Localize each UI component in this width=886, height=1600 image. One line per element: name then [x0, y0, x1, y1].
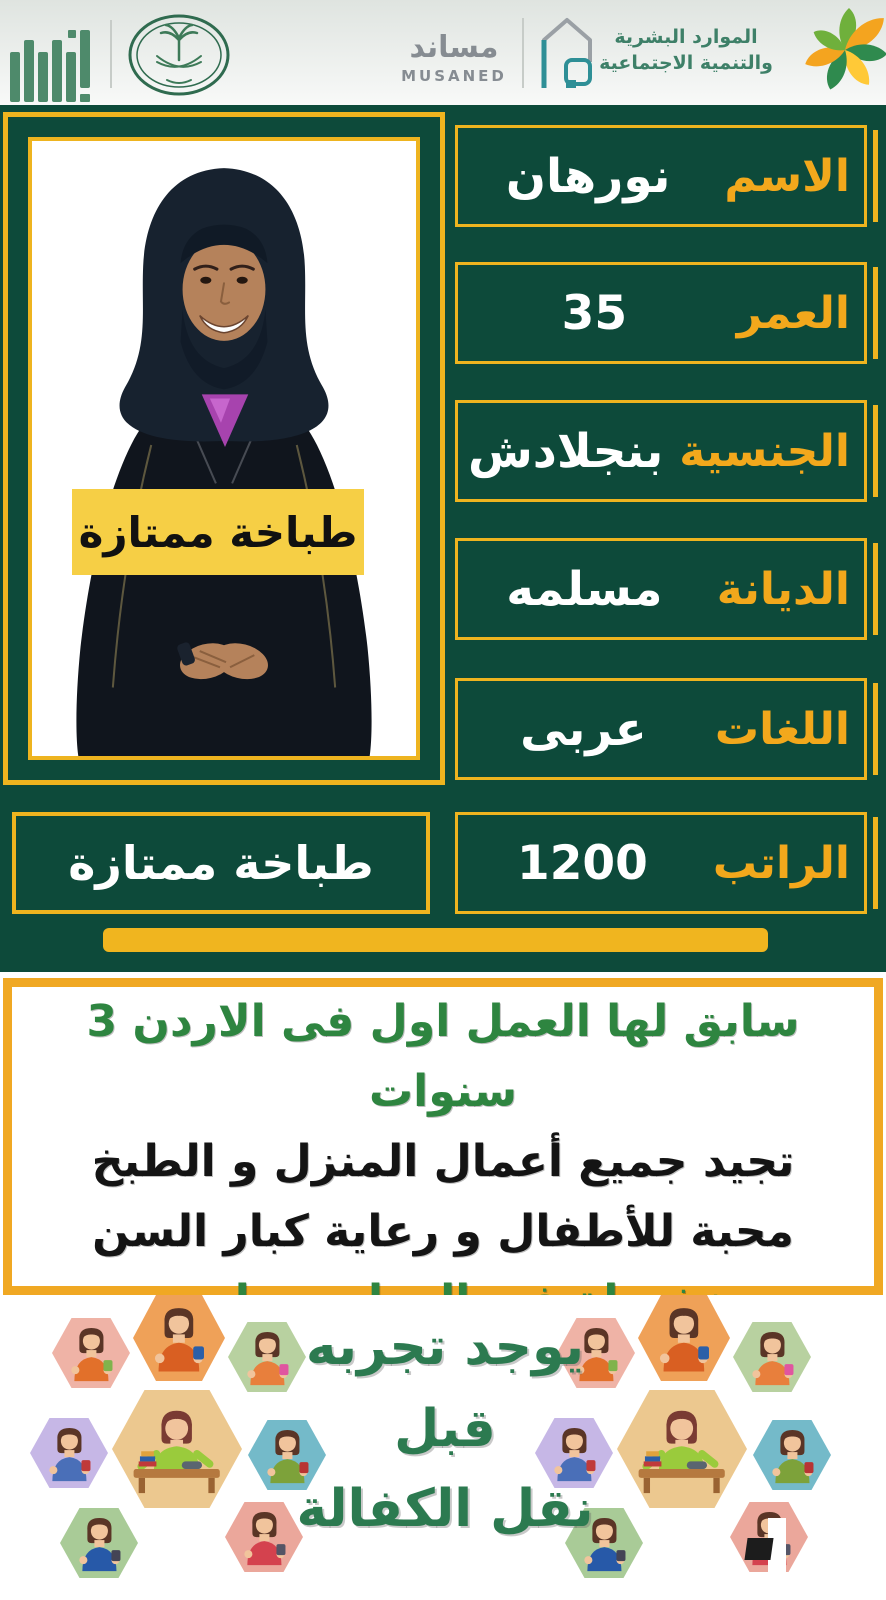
maid-hexagon-icon	[753, 1420, 831, 1490]
maid-hexagon-icon	[30, 1418, 108, 1488]
field-row-religion	[455, 538, 867, 640]
description-line: سابق لها العمل اول فى الاردن 3 سنوات	[86, 996, 800, 1117]
photo-frame	[3, 112, 445, 785]
watermark-mark	[744, 1538, 773, 1560]
hrsd-label-line1: الموارد البشرية	[614, 26, 758, 48]
field-value: مسلمه	[506, 561, 663, 617]
maid-hexagon-icon	[133, 1295, 225, 1381]
field-value: نورهان	[505, 148, 671, 204]
header-divider-2	[522, 18, 524, 88]
hrsd-starburst-icon	[793, 0, 886, 110]
ministry-of-interior-emblem-icon	[126, 12, 232, 102]
footer	[0, 1295, 886, 1600]
field-label: الراتب	[712, 837, 850, 889]
maid-ironing-hexagon-icon	[112, 1390, 242, 1508]
maid-hexagon-icon	[638, 1295, 730, 1381]
photo-badge: طباخة ممتازة	[72, 489, 364, 575]
header-divider	[110, 20, 112, 88]
field-row-salary	[455, 812, 867, 914]
field-value: 1200	[517, 835, 648, 891]
footer-line-1: يوجد تجربه	[305, 1317, 585, 1377]
hrsd-label-line2: والتنمية الاجتماعية	[599, 52, 773, 74]
field-row-languages	[455, 678, 867, 780]
hrsd-logo	[586, 24, 786, 76]
field-value: عربى	[520, 701, 647, 757]
footer-line-2: قبل	[394, 1399, 496, 1459]
description-box	[3, 978, 883, 1295]
field-label: العمر	[736, 287, 850, 339]
field-value: بنجلادش	[467, 423, 664, 479]
musaned-arabic-label: مساند	[409, 30, 499, 65]
field-label: الديانة	[716, 563, 850, 615]
field-value: 35	[561, 285, 628, 341]
field-label: الجنسية	[679, 425, 850, 477]
field-row-name	[455, 125, 867, 227]
skill-box: طباخة ممتازة	[12, 812, 430, 914]
worker-photo	[28, 137, 420, 760]
info-panel	[0, 105, 886, 972]
field-row-nationality	[455, 400, 867, 502]
field-label: اللغات	[714, 703, 850, 755]
description-line: تجيد جميع أعمال المنزل و الطبخ	[91, 1136, 795, 1187]
maid-hexagon-icon	[52, 1318, 130, 1388]
maid-hexagon-icon	[60, 1508, 138, 1578]
musaned-english-label: MUSANED	[401, 67, 507, 85]
musaned-logo	[398, 30, 510, 85]
divider-bar	[103, 928, 768, 952]
field-row-age	[455, 262, 867, 364]
footer-line-3: نقل الكفالة	[296, 1479, 594, 1539]
description-line: محبة للأطفال و رعاية كبار السن	[92, 1206, 794, 1257]
field-label: الاسم	[724, 150, 850, 202]
maid-hexagon-icon	[733, 1322, 811, 1392]
header	[0, 0, 886, 105]
absher-logo-icon	[10, 22, 102, 106]
